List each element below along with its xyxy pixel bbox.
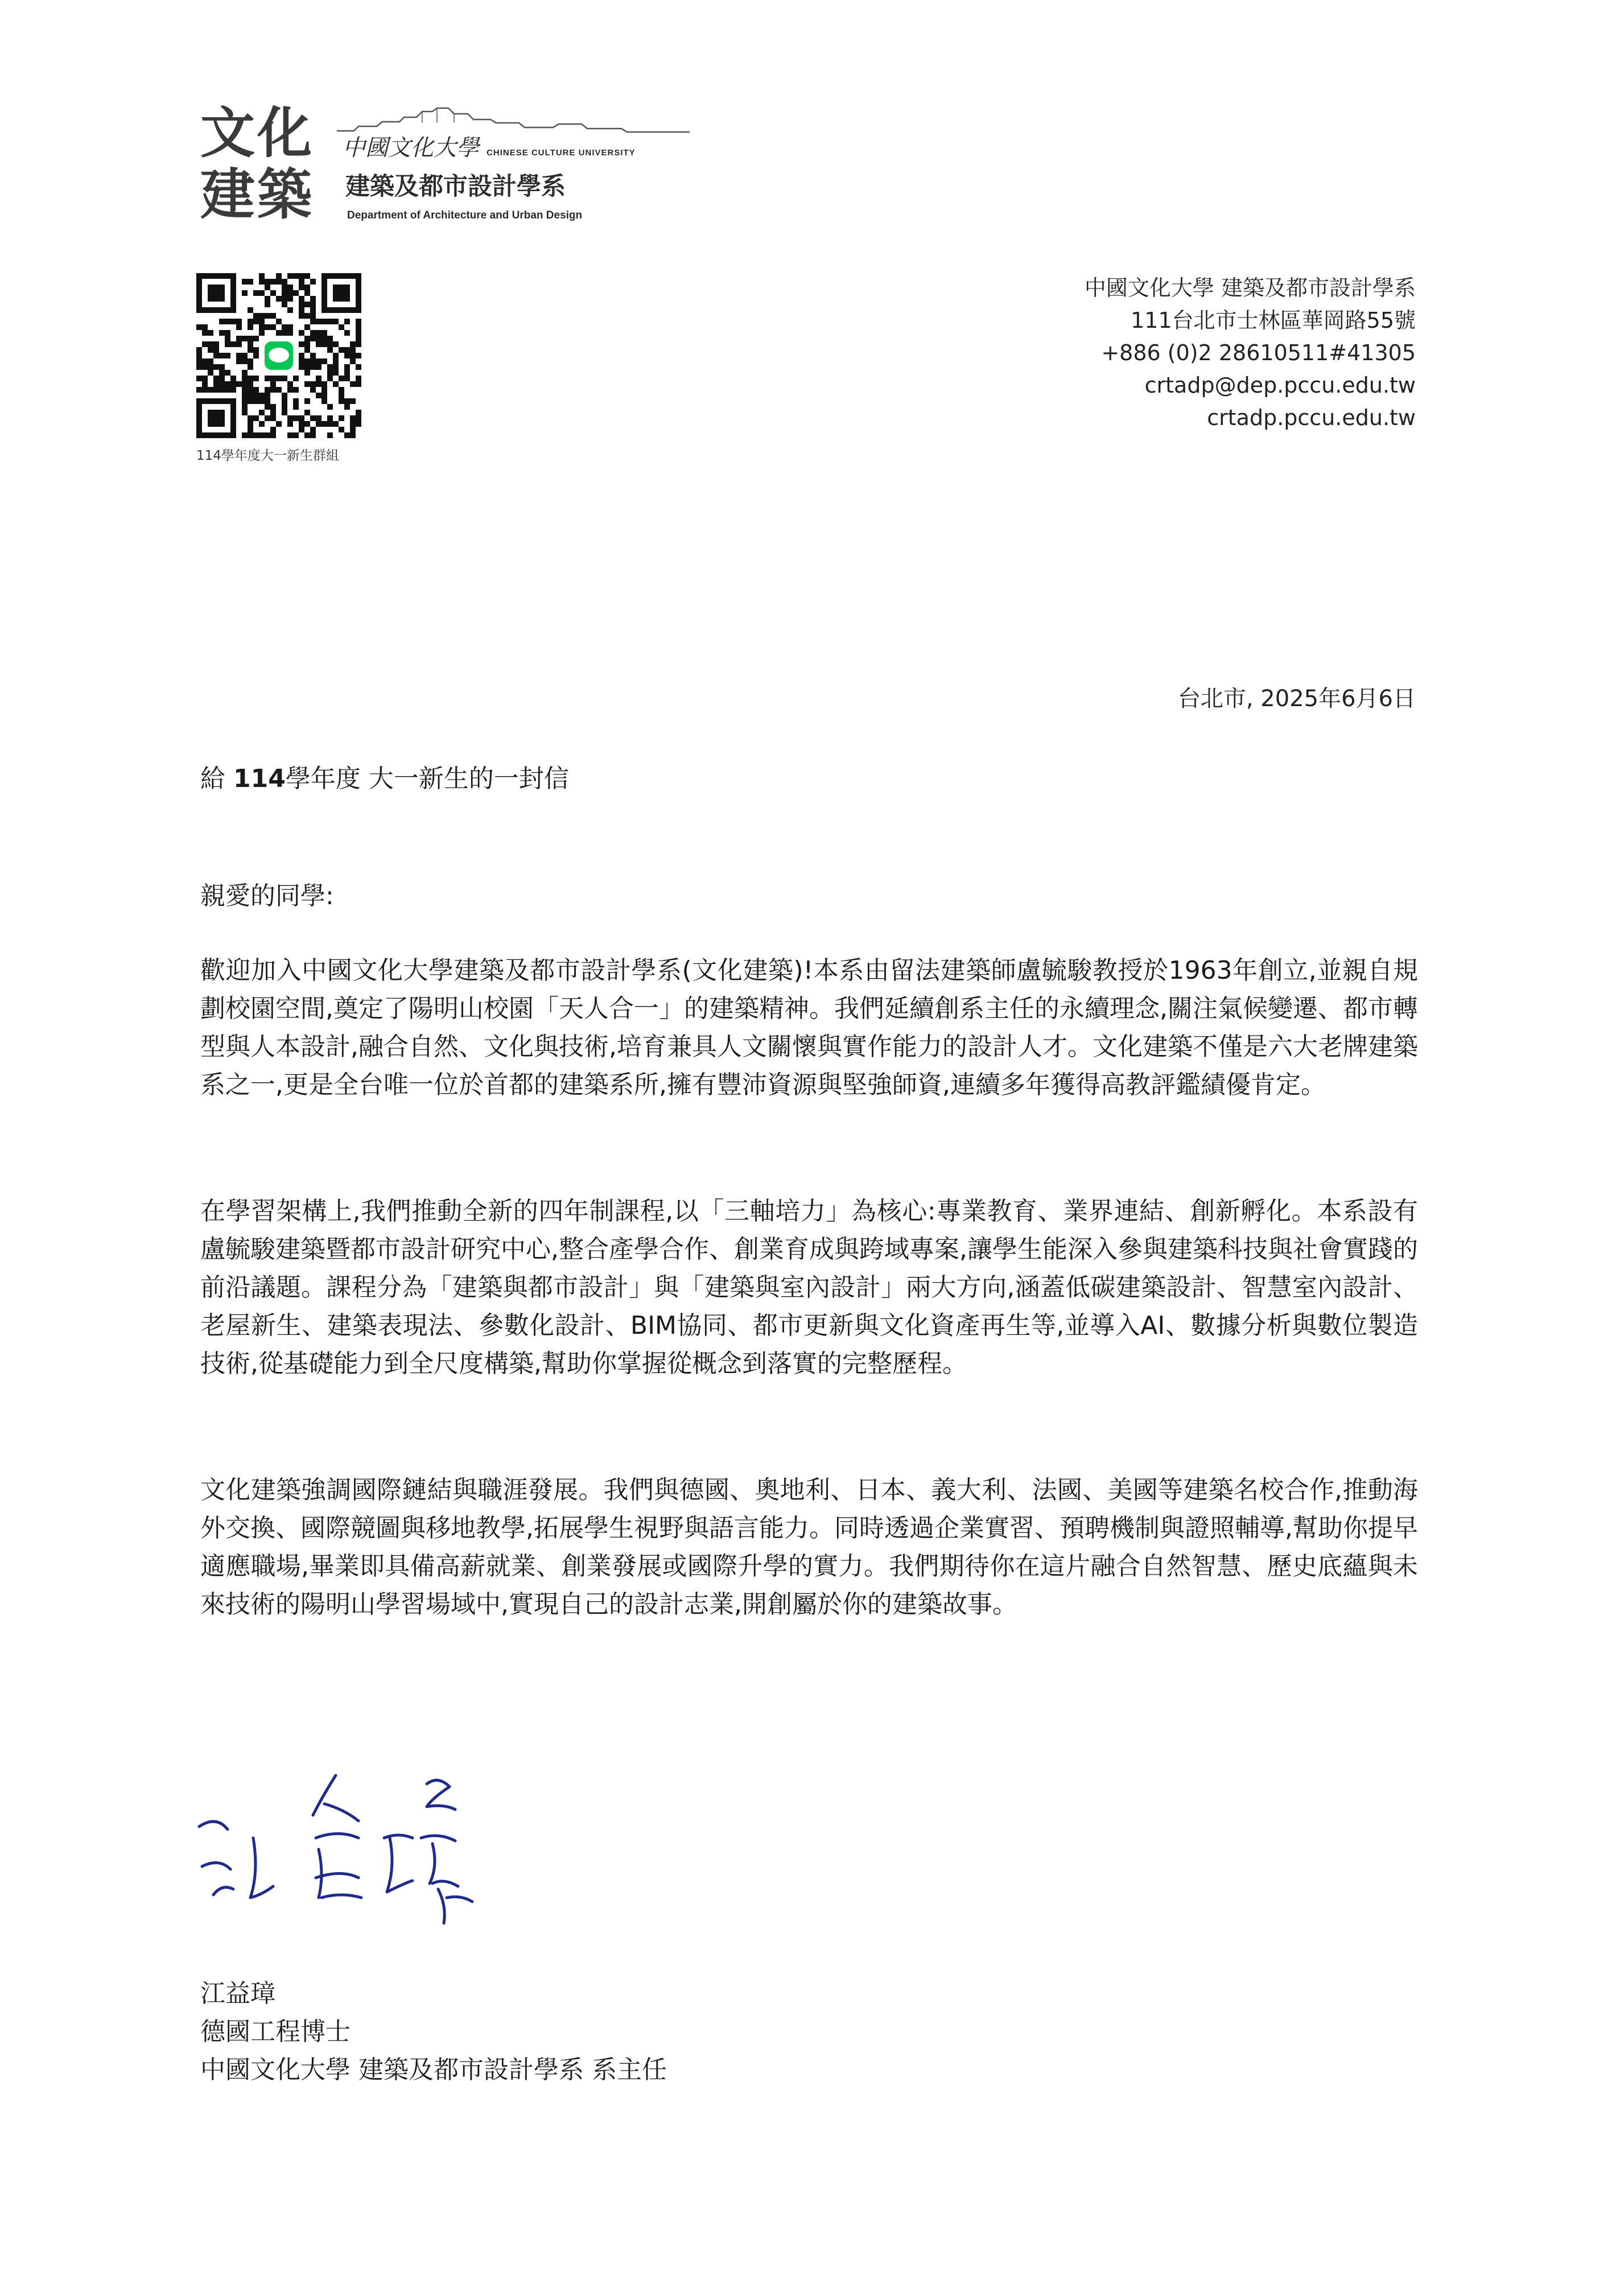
- department-logo-mark: [200, 102, 314, 225]
- letterhead-logo: [200, 102, 712, 239]
- university-name-zh: 中國文化大學: [343, 135, 479, 161]
- subject-prefix: 給: [200, 764, 233, 793]
- qr-code-icon: [196, 273, 361, 438]
- salutation: 親愛的同學:: [200, 881, 334, 910]
- university-name-en: CHINESE CULTURE UNIVERSITY: [487, 148, 636, 158]
- subject-rest: 學年度 大一新生的一封信: [285, 764, 569, 793]
- address-line-1: 中國文化大學 建築及都市設計學系: [1084, 275, 1416, 300]
- phone-number: +886 (0)2 28610511#41305: [1101, 340, 1416, 365]
- handwritten-signature: [188, 1753, 529, 1929]
- signer-position: 中國文化大學 建築及都市設計學系 系主任: [200, 2055, 667, 2084]
- logo-line-1: 文化: [200, 101, 314, 165]
- body-paragraph-1: 歡迎加入中國文化大學建築及都市設計學系(文化建築)!本系由留法建築師盧毓駿教授於1963年創立,並親自規劃校園空間,奠定了陽明山校園「天人合一」的建築精神。我們延續創系主任的永續理念,關注氣候變遷、都市轉型與人本設計,融合自然、文化與技術,培育兼具人文關懷與實作能力的設計人才。文化建築不僅是六大老牌建築系之一,更是全台唯一位於首都的建築系所,擁有豐沛資源與堅強師資,連續多年獲得高教評鑑績優肯定。: [200, 956, 1418, 1099]
- signer-block: [200, 1975, 667, 2089]
- subject-year: 114: [233, 764, 286, 793]
- logo-line-2: 建築: [200, 163, 314, 226]
- line-group-qr: [196, 273, 367, 464]
- qr-caption: 114學年度大一新生群組: [196, 448, 339, 463]
- signer-name: 江益璋: [200, 1979, 275, 2008]
- signer-title: 德國工程博士: [200, 2017, 351, 2046]
- contact-address: [1085, 272, 1416, 434]
- website-link[interactable]: crtadp.pccu.edu.tw: [1207, 405, 1416, 430]
- department-name-en: Department of Architecture and Urban Design: [347, 209, 583, 221]
- letter-subject: [200, 758, 569, 794]
- email-address[interactable]: crtadp@dep.pccu.edu.tw: [1144, 373, 1416, 398]
- body-paragraph-3: 文化建築強調國際鏈結與職涯發展。我們與德國、奧地利、日本、義大利、法國、美國等建築名校合作,推動海外交換、國際競圖與移地教學,拓展學生視野與語言能力。同時透過企業實習、預聘機制與證照輔導,幫助你提早適應職場,畢業即具備高薪就業、創業發展或國際升學的實力。我們期待你在這片融合自然智慧、歷史底蘊與未來技術的陽明山學習場域中,實現自己的設計志業,開創屬於你的建築故事。: [200, 1475, 1418, 1619]
- department-name-zh: 建築及都市設計學系: [345, 172, 566, 201]
- university-name: [343, 130, 636, 162]
- letter-date: 台北市, 2025年6月6日: [1177, 686, 1416, 712]
- body-paragraph-2: 在學習架構上,我們推動全新的四年制課程,以「三軸培力」為核心:專業教育、業界連結、創新孵化。本系設有盧毓駿建築暨都市設計研究中心,整合產學合作、創業育成與跨域專案,讓學生能深入參與建築科技與社會實踐的前沿議題。課程分為「建築與都市設計」與「建築與室內設計」兩大方向,涵蓋低碳建築設計、智慧室內設計、老屋新生、建築表現法、參數化設計、BIM協同、都市更新與文化資產再生等,並導入AI、數據分析與數位製造技術,從基礎能力到全尺度構築,幫助你掌握從概念到落實的完整歷程。: [200, 1197, 1418, 1378]
- address-line-2: 111台北市士林區華岡路55號: [1131, 308, 1416, 333]
